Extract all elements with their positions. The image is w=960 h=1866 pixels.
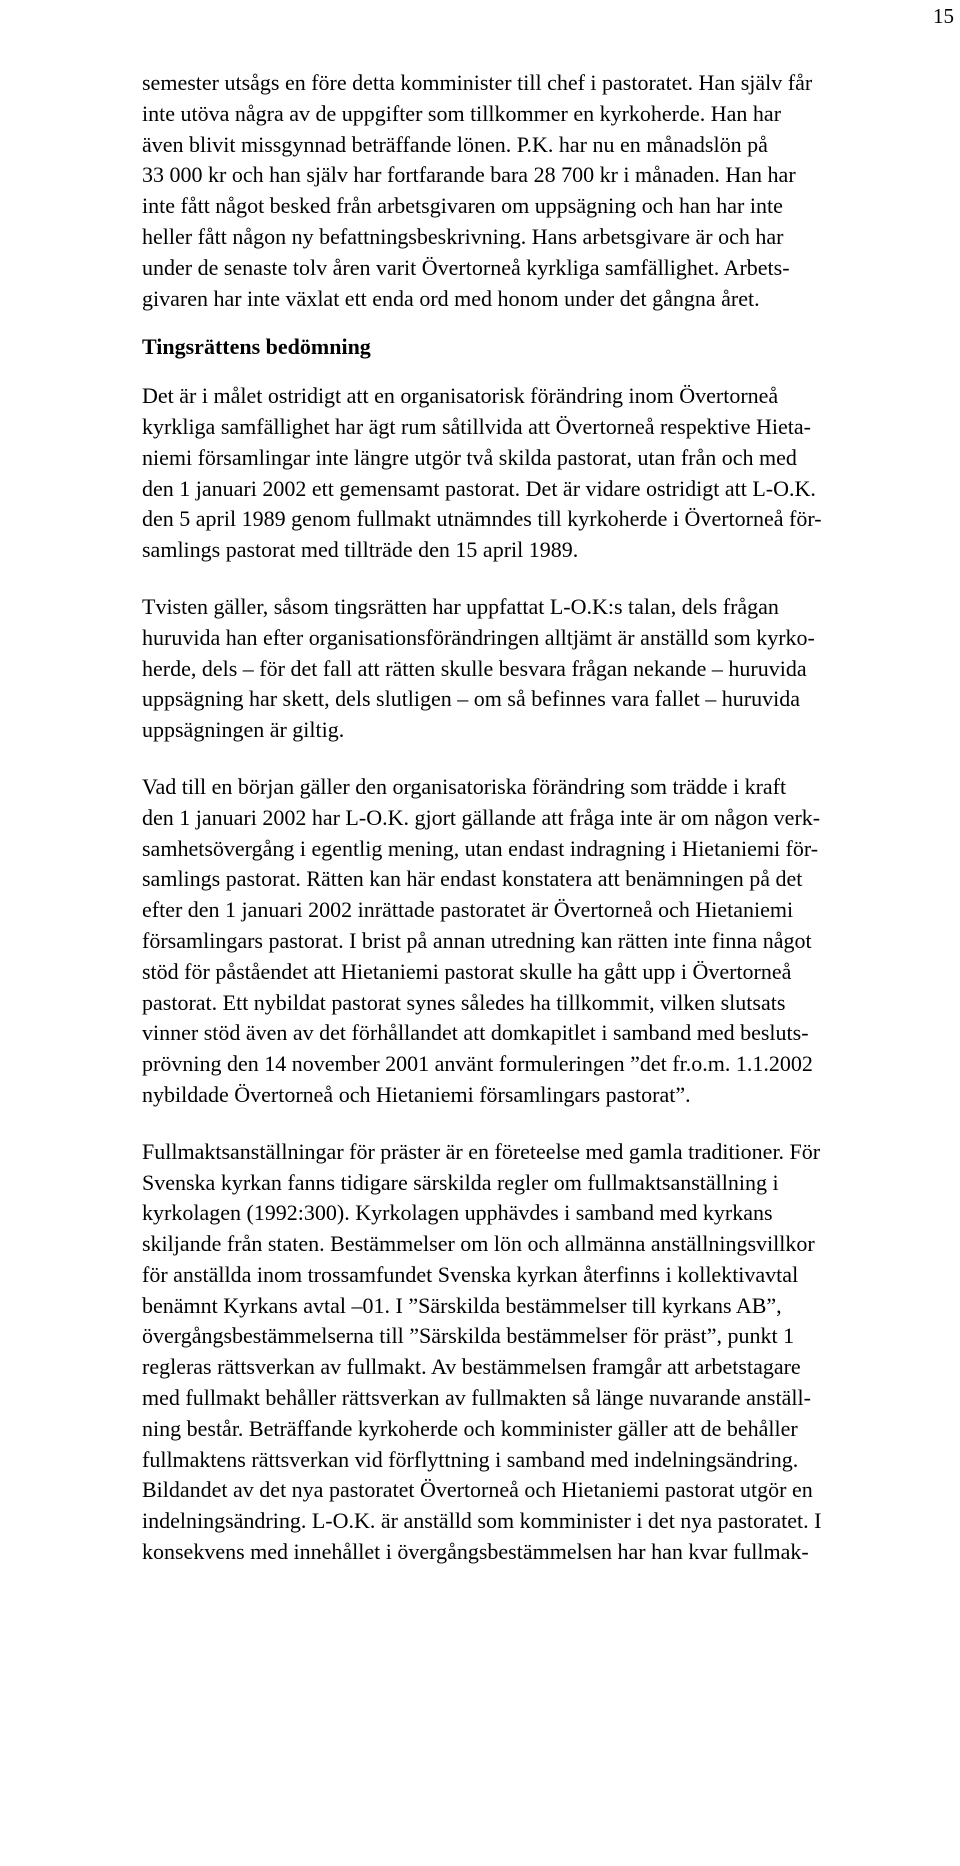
- text-line: ning består. Beträffande kyrkoherde och komminister gäller att de behåller: [142, 1415, 798, 1441]
- paragraph-1: [142, 381, 952, 566]
- text-line: kyrkolagen (1992:300). Kyrkolagen upphävdes i samband med kyrkans: [142, 1200, 773, 1226]
- text-line: den 1 januari 2002 ett gemensamt pastorat. Det är vidare ostridigt att L-O.K.: [142, 475, 816, 501]
- paragraph-4: [142, 1137, 952, 1568]
- text-line: stöd för påståendet att Hietaniemi pastorat skulle ha gått upp i Övertorneå: [142, 958, 792, 984]
- text-line: uppsägning har skett, dels slutligen – om så befinnes vara fallet – huruvida: [142, 686, 801, 712]
- text-line: Vad till en början gäller den organisatoriska förändring som trädde i kraft: [142, 773, 787, 799]
- text-line: givaren har inte växlat ett enda ord med honom under det gångna året.: [142, 285, 760, 311]
- text-line: Bildandet av det nya pastoratet Övertorneå och Hietaniemi pastorat utgör en: [142, 1477, 813, 1503]
- text-line: fullmaktens rättsverkan vid förflyttning i samband med indelningsändring.: [142, 1446, 799, 1472]
- text-line: uppsägningen är giltig.: [142, 717, 345, 743]
- text-line: semester utsågs en före detta komminister till chef i pastoratet. Han själv får: [142, 70, 813, 95]
- text-line: övergångsbestämmelserna till ”Särskilda bestämmelser för präst”, punkt 1: [142, 1323, 795, 1349]
- text-line: indelningsändring. L-O.K. är anställd som komminister i det nya pastoratet. I: [142, 1508, 822, 1534]
- paragraph-gap: [142, 1111, 952, 1137]
- text-line: herde, dels – för det fall att rätten skulle besvara frågan nekande – huruvida: [142, 655, 807, 681]
- text-line: samlings pastorat med tillträde den 15 april 1989.: [142, 537, 579, 563]
- text-line: heller fått någon ny befattningsbeskrivning. Hans arbetsgivare är och har: [142, 223, 784, 249]
- section-heading: Tingsrättens bedömning: [142, 334, 371, 360]
- paragraph-gap: [142, 746, 952, 772]
- text-line: prövning den 14 november 2001 använt formuleringen ”det fr.o.m. 1.1.2002: [142, 1051, 813, 1077]
- text-line: niemi församlingar inte längre utgör två skilda pastorat, utan från och med: [142, 444, 797, 470]
- text-line: med fullmakt behåller rättsverkan av fullmakten så länge nuvarande anställ-: [142, 1385, 811, 1411]
- text-line: den 5 april 1989 genom fullmakt utnämndes till kyrkoherde i Övertorneå för-: [142, 506, 822, 532]
- text-line: vinner stöd även av det förhållandet att domkapitlet i samband med besluts-: [142, 1020, 809, 1046]
- text-line: Svenska kyrkan fanns tidigare särskilda regler om fullmaktsanställning i: [142, 1169, 779, 1195]
- text-line: skiljande från staten. Bestämmelser om lön och allmänna anställningsvillkor: [142, 1231, 815, 1257]
- text-line: efter den 1 januari 2002 inrättade pastoratet är Övertorneå och Hietaniemi: [142, 897, 794, 923]
- text-line: samhetsövergång i egentlig mening, utan endast indragning i Hietaniemi för-: [142, 835, 819, 861]
- text-line: 33 000 kr och han själv har fortfarande bara 28 700 kr i månaden. Han har: [142, 162, 796, 188]
- text-line: den 1 januari 2002 har L-O.K. gjort gällande att fråga inte är om någon verk-: [142, 804, 821, 830]
- text-line: inte utöva några av de uppgifter som tillkommer en kyrkoherde. Han har: [142, 100, 782, 126]
- text-line: pastorat. Ett nybildat pastorat synes således ha tillkommit, vilken slutsats: [142, 989, 786, 1015]
- page-number: 15: [933, 4, 954, 28]
- text-line: Det är i målet ostridigt att en organisatorisk förändring inom Övertorneå: [142, 383, 779, 409]
- text-line: regleras rättsverkan av fullmakt. Av bestämmelsen framgår att arbetstagare: [142, 1354, 801, 1380]
- text-line: även blivit missgynnad beträffande lönen. P.K. har nu en månadslön på: [142, 131, 768, 157]
- text-line: kyrkliga samfällighet har ägt rum såtillvida att Övertorneå respektive Hieta-: [142, 413, 811, 439]
- text-line: konsekvens med innehållet i övergångsbestämmelsen har han kvar fullmak-: [142, 1539, 809, 1565]
- document-body: [142, 68, 952, 1568]
- text-line: samlings pastorat. Rätten kan här endast konstatera att benämningen på det: [142, 866, 803, 892]
- text-line: Tvisten gäller, såsom tingsrätten har uppfattat L-O.K:s talan, dels frågan: [142, 593, 779, 619]
- text-line: benämnt Kyrkans avtal –01. I ”Särskilda bestämmelser till kyrkans AB”,: [142, 1292, 782, 1318]
- text-line: huruvida han efter organisationsförändringen alltjämt är anställd som kyrko-: [142, 624, 815, 650]
- text-line: Fullmaktsanställningar för präster är en företeelse med gamla traditioner. För: [142, 1138, 821, 1164]
- text-line: för anställda inom trossamfundet Svenska kyrkan återfinns i kollektivavtal: [142, 1261, 799, 1287]
- text-line: nybildade Övertorneå och Hietaniemi församlingars pastorat”.: [142, 1081, 691, 1107]
- intro-paragraph: [142, 68, 952, 314]
- paragraph-gap: [142, 566, 952, 592]
- paragraph-2: [142, 592, 952, 746]
- text-line: inte fått något besked från arbetsgivaren om uppsägning och han har inte: [142, 193, 783, 219]
- text-line: församlingars pastorat. I brist på annan utredning kan rätten inte finna något: [142, 927, 812, 953]
- paragraph-3: [142, 772, 952, 1111]
- text-line: under de senaste tolv åren varit Övertorneå kyrkliga samfällighet. Arbets-: [142, 254, 790, 280]
